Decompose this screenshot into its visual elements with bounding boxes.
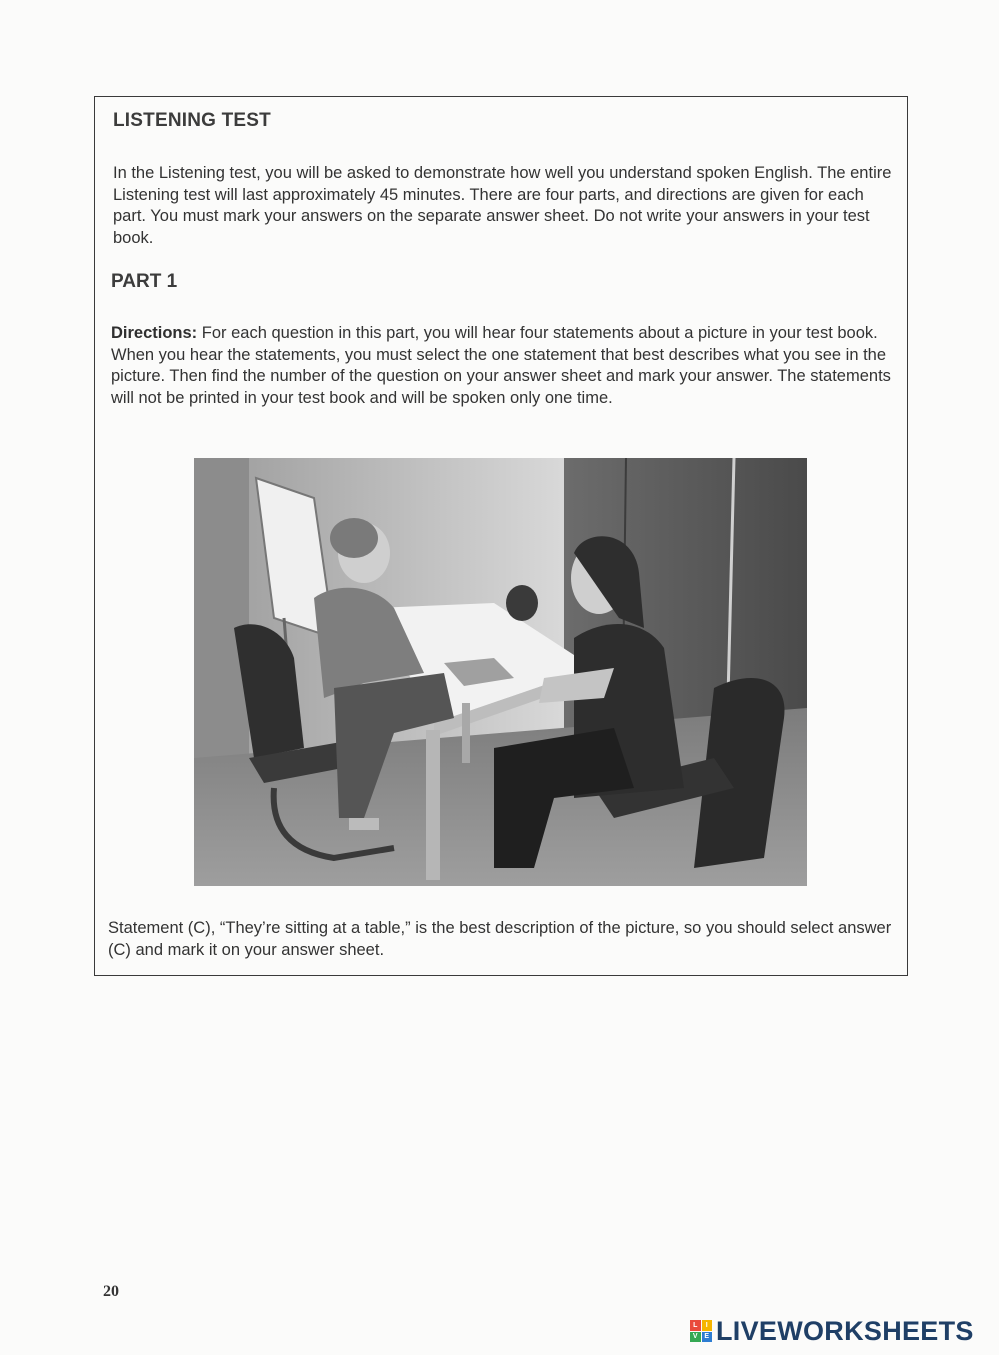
logo-letter-l: L [690, 1320, 701, 1331]
photo-two-women-at-table [194, 458, 807, 886]
logo-letter-e: E [702, 1332, 713, 1343]
logo-letter-i: I [702, 1320, 713, 1331]
liveworksheets-logo-icon [690, 1320, 712, 1342]
liveworksheets-brand[interactable] [690, 1316, 974, 1346]
example-photo [194, 458, 807, 886]
section-title: LISTENING TEST [113, 110, 271, 131]
directions-text: For each question in this part, you will hear four statements about a picture in your test book. When you hear the statements, you must select the one statement that best describes what you see in the picture. Then find the number of the question on your answer sheet and mark your answer. The statements will not be printed in your test book and will be spoken only one time. [111, 324, 891, 408]
brand-name: LIVEWORKSHEETS [716, 1315, 974, 1346]
part-directions [111, 323, 901, 410]
section-intro: In the Listening test, you will be asked to demonstrate how well you understand spoken English. The entire Listening test will last approximately 45 minutes. There are four parts, and directions are given for each part. You must mark your answers on the separate answer sheet. Do not write your answers in your test book. [113, 164, 892, 247]
page-number: 20 [103, 1283, 119, 1300]
part-heading: PART 1 [111, 271, 178, 292]
example-statement: Statement (C), “They’re sitting at a table,” is the best description of the picture, so you should select answer (C) and mark it on your answer sheet. [108, 919, 892, 959]
directions-label: Directions: [111, 324, 198, 342]
logo-letter-v: V [690, 1332, 701, 1343]
